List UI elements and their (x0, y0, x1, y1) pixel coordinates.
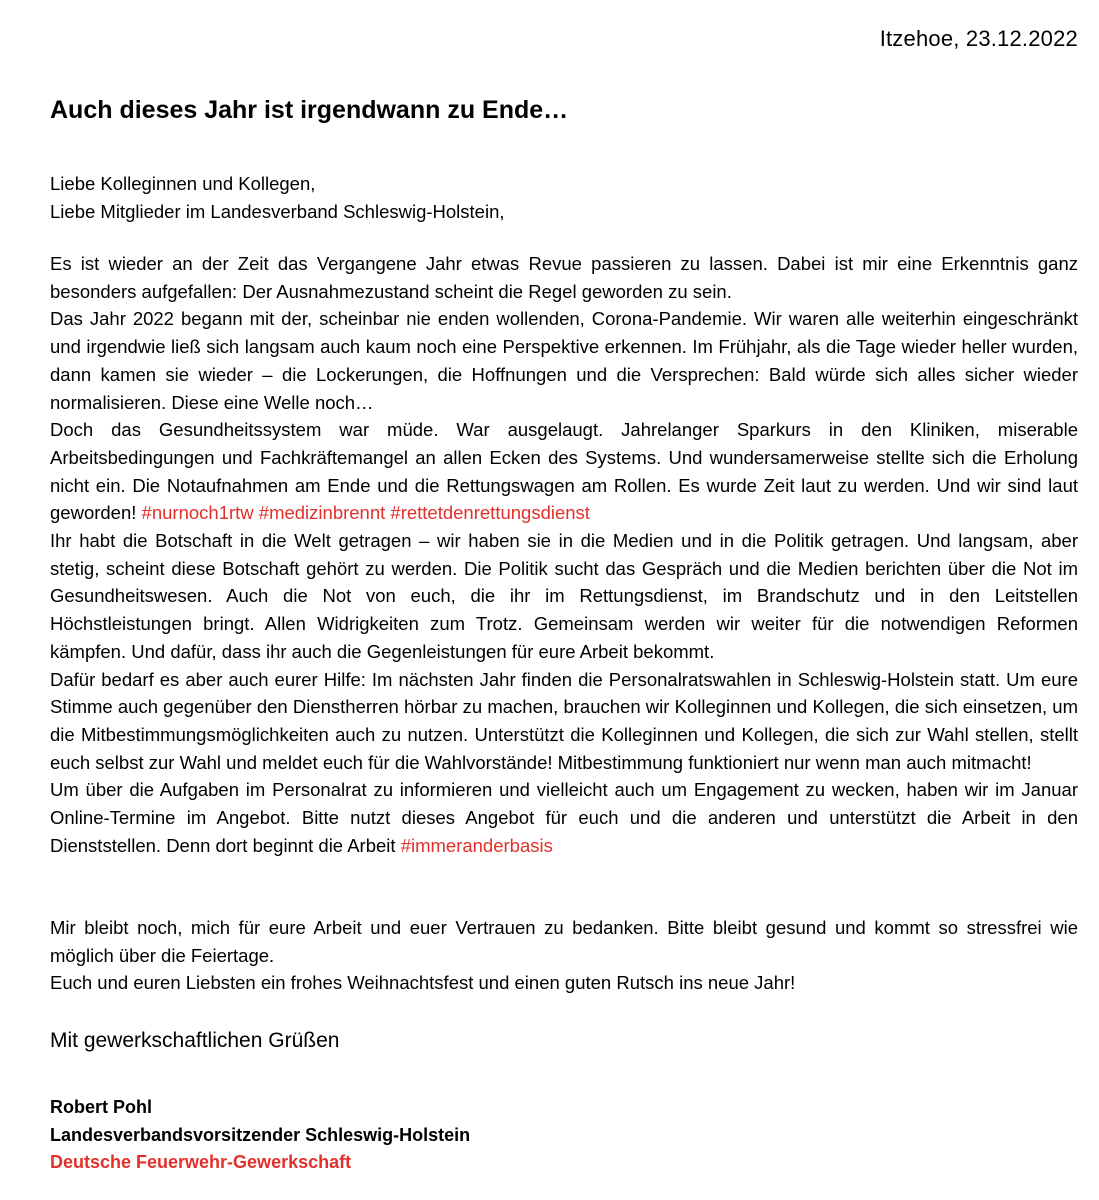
salutation (50, 170, 505, 225)
letter-body-closing (50, 914, 1078, 997)
hashtags: #nurnoch1rtw #medizinbrennt #rettetdenrettungsdienst (141, 502, 590, 524)
paragraph-thanks: Mir bleibt noch, mich für eure Arbeit und euer Vertrauen zu bedanken. Bitte bleibt gesund und kommt so stressfrei wie möglich über die Feiertage. (50, 917, 1078, 966)
letter-title: Auch dieses Jahr ist irgendwann zu Ende… (50, 96, 569, 124)
paragraph-health-system (50, 416, 1078, 527)
closing-greeting: Mit gewerkschaftlichen Grüßen (50, 1029, 340, 1052)
paragraph-text: Um über die Aufgaben im Personalrat zu informieren und vielleicht auch um Engagement zu wecken, haben wir im Januar Online-Termine im Angebot. Bitte nutzt dieses Angebot für euch und die anderen und unterstützt die Arbeit in den Dienststellen. Denn dort beginnt die Arbeit (50, 779, 1078, 856)
signature-role: Landesverbandsvorsitzender Schleswig-Holstein (50, 1124, 471, 1145)
letter-date: Itzehoe, 23.12.2022 (879, 26, 1078, 51)
signature-organization: Deutsche Feuerwehr-Gewerkschaft (50, 1152, 352, 1172)
salutation-line: Liebe Mitglieder im Landesverband Schleswig-Holstein, (50, 200, 505, 222)
hashtag: #immeranderbasis (400, 834, 553, 856)
paragraph-pandemic: Das Jahr 2022 begann mit der, scheinbar nie enden wollenden, Corona-Pandemie. Wir waren alle weiterhin eingeschränkt und irgendwie ließ sich langsam auch kaum noch eine Perspektive erkennen. Im Frühjahr, als die Tage wieder heller wurden, dann kamen sie wieder – die Lockerungen, die Hoffnungen und die Versprechen: Bald würde sich alles sicher wieder normalisieren. Diese eine Welle noch… (50, 308, 1078, 413)
paragraph-text: Doch das Gesundheitssystem war müde. War ausgelaugt. Jahrelanger Sparkurs in den Kliniken, miserable Arbeitsbedingungen und Fachkräftemangel an allen Ecken des Systems. Und wundersamerweise stellte sich die Erholung nicht ein. Die Notaufnahmen am Ende und die Rettungswagen am Rollen. Es wurde Zeit laut zu werden. Und wir sind laut geworden! (50, 419, 1078, 524)
salutation-line: Liebe Kolleginnen und Kollegen, (50, 173, 316, 194)
letter-body (50, 250, 1078, 859)
signature-block (50, 1094, 470, 1177)
paragraph-online-dates (50, 776, 1078, 859)
paragraph-review: Es ist wieder an der Zeit das Vergangene Jahr etwas Revue passieren zu lassen. Dabei ist mir eine Erkenntnis ganz besonders aufgefallen: Der Ausnahmezustand scheint die Regel geworden zu sein. (50, 253, 1078, 302)
paragraph-message: Ihr habt die Botschaft in die Welt getragen – wir haben sie in die Medien und in die Politik getragen. Und langsam, aber stetig, scheint diese Botschaft gehört zu werden. Die Politik sucht das Gespräch und die Medien berichten über die Not im Gesundheitswesen. Auch die Not von euch, die ihr im Rettungsdienst, im Brandschutz und in den Leitstellen Höchstleistungen bringt. Allen Widrigkeiten zum Trotz. Gemeinsam werden wir weiter für die notwendigen Reformen kämpfen. Und dafür, dass ihr auch die Gegenleistungen für eure Arbeit bekommt. (50, 530, 1078, 662)
paragraph-elections: Dafür bedarf es aber auch eurer Hilfe: Im nächsten Jahr finden die Personalratswahlen in Schleswig-Holstein statt. Um eure Stimme auch gegenüber den Dienstherren hörbar zu machen, brauchen wir Kolleginnen und Kollegen, die sich einsetzen, um die Mitbestimmungsmöglichkeiten auch zu nutzen. Unterstützt die Kolleginnen und Kollegen, die sich zur Wahl stellen, stellt euch selbst zur Wahl und meldet euch für die Wahlvorstände! Mitbestimmung funktioniert nur wenn man auch mitmacht! (50, 668, 1078, 773)
signature-name: Robert Pohl (50, 1097, 152, 1117)
paragraph-wishes: Euch und euren Liebsten ein frohes Weihnachtsfest und einen guten Rutsch ins neue Jahr! (50, 972, 796, 994)
